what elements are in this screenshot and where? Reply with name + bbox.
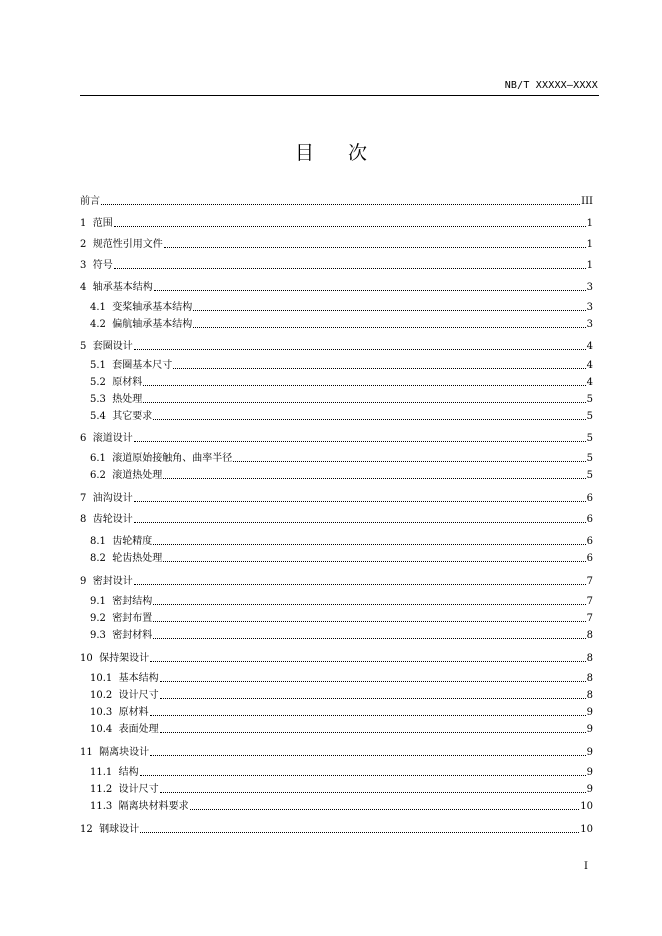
toc-leader-dots [143, 385, 585, 386]
toc-entry-page: 8 [586, 653, 593, 664]
toc-entry-number: 5.4 [90, 411, 106, 422]
toc-entry-number: 10.2 [90, 690, 113, 701]
toc-entry-page: 7 [586, 596, 593, 607]
toc-leader-dots [153, 544, 585, 545]
toc-entry-page: 9 [586, 784, 593, 795]
toc-entry-page: 9 [586, 747, 593, 758]
toc-entry[interactable] [80, 511, 593, 527]
toc-entry-number: 3 [80, 260, 87, 271]
toc-leader-dots [190, 809, 580, 810]
toc-entry[interactable] [80, 215, 593, 231]
toc-entry-page: 9 [586, 767, 593, 778]
toc-entry-number: 5 [80, 341, 87, 352]
toc-entry-title: 轴承基本结构 [92, 282, 153, 293]
toc-subentry[interactable] [90, 391, 593, 407]
toc-subentry[interactable] [90, 299, 593, 315]
toc-subentry[interactable] [90, 467, 593, 483]
toc-entry-number: 4.1 [90, 302, 106, 313]
toc-entry-page: 10 [580, 824, 593, 835]
toc-subentry[interactable] [90, 687, 593, 703]
toc-entry[interactable] [80, 236, 593, 252]
toc-entry-title: 规范性引用文件 [92, 239, 163, 250]
toc-subentry[interactable] [90, 450, 593, 466]
toc-entry-number: 4.2 [90, 319, 106, 330]
toc-entry-number: 6.1 [90, 453, 106, 464]
toc-leader-dots [134, 584, 586, 585]
toc-entry-page: 8 [586, 630, 593, 641]
standard-code: NB/T XXXXX—XXXX [504, 80, 598, 91]
toc-entry[interactable] [80, 490, 593, 506]
toc-entry-number: 11.1 [90, 767, 113, 778]
toc-entry-page: 6 [586, 514, 593, 525]
toc-entry-title: 滚道设计 [92, 433, 133, 444]
toc-entry-number: 5.1 [90, 360, 106, 371]
toc-entry-number: 11.2 [90, 784, 113, 795]
toc-entry-title: 原材料 [118, 707, 149, 718]
toc-entry-number: 8 [80, 514, 87, 525]
toc-subentry[interactable] [90, 627, 593, 643]
toc-leader-dots [140, 832, 579, 833]
toc-entry-number: 8.1 [90, 536, 106, 547]
toc-entry-title: 齿轮设计 [92, 514, 133, 525]
toc-leader-dots [150, 661, 586, 662]
toc-title: 目次 [294, 142, 401, 164]
toc-entry-page: 5 [586, 453, 593, 464]
toc-leader-dots [150, 715, 586, 716]
toc-entry-title: 设计尺寸 [118, 784, 159, 795]
toc-entry-number: 5.2 [90, 377, 106, 388]
toc-entry-page: 6 [586, 536, 593, 547]
toc-entry-number: 7 [80, 493, 87, 504]
toc-entry-page: 6 [586, 493, 593, 504]
toc-entry-title: 钢球设计 [99, 824, 140, 835]
toc-subentry[interactable] [90, 721, 593, 737]
toc-leader-dots [114, 226, 586, 227]
toc-entry-number: 9 [80, 576, 87, 587]
toc-leader-dots [160, 681, 586, 682]
toc-entry-title: 密封结构 [112, 596, 153, 607]
toc-entry-number: 8.2 [90, 553, 106, 564]
toc-leader-dots [134, 441, 586, 442]
toc-entry-number: 10.4 [90, 724, 113, 735]
toc-subentry[interactable] [90, 798, 593, 814]
toc-entry-page: III [581, 196, 593, 207]
toc-subentry[interactable] [90, 357, 593, 373]
toc-entry-page: 1 [586, 260, 593, 271]
toc-entry-title: 轮齿热处理 [112, 553, 163, 564]
toc-entry[interactable] [80, 257, 593, 273]
toc-entry-title: 隔离块材料要求 [118, 801, 189, 812]
toc-subentry[interactable] [90, 610, 593, 626]
toc-entry-number: 10.1 [90, 673, 113, 684]
toc-entry-title: 结构 [118, 767, 139, 778]
toc-leader-dots [193, 327, 585, 328]
toc-entry-title: 套圈设计 [92, 341, 133, 352]
toc-leader-dots [153, 419, 585, 420]
toc-entry[interactable] [80, 279, 593, 295]
toc-entry-title: 符号 [92, 260, 113, 271]
toc-entry-number: 9.2 [90, 613, 106, 624]
toc-leader-dots [140, 775, 586, 776]
toc-entry-page: 1 [586, 239, 593, 250]
toc-entry-page: 1 [586, 218, 593, 229]
toc-entry-page: 9 [586, 707, 593, 718]
toc-leader-dots [143, 402, 585, 403]
toc-entry-title: 其它要求 [112, 411, 153, 422]
toc-leader-dots [193, 310, 585, 311]
toc-entry-title: 范围 [92, 218, 113, 229]
toc-leader-dots [150, 755, 586, 756]
toc-leader-dots [153, 621, 585, 622]
toc-entry-title: 设计尺寸 [118, 690, 159, 701]
toc-entry-page: 5 [586, 411, 593, 422]
toc-entry-title: 前言 [80, 196, 100, 207]
toc-entry-title: 密封材料 [112, 630, 153, 641]
toc-entry-page: 3 [586, 282, 593, 293]
toc-entry-title: 密封设计 [92, 576, 133, 587]
toc-leader-dots [173, 368, 585, 369]
toc-entry-number: 10.3 [90, 707, 113, 718]
toc-entry-title: 油沟设计 [92, 493, 133, 504]
toc-entry-number: 6.2 [90, 470, 106, 481]
toc-entry-title: 套圈基本尺寸 [112, 360, 173, 371]
toc-entry-title: 原材料 [112, 377, 143, 388]
toc-leader-dots [163, 478, 585, 479]
toc-leader-dots [134, 349, 586, 350]
toc-subentry[interactable] [90, 374, 593, 390]
toc-leader-dots [134, 522, 586, 523]
toc-entry-number: 9.1 [90, 596, 106, 607]
toc-entry-number: 12 [80, 824, 93, 835]
toc-entry-number: 10 [80, 653, 93, 664]
toc-entry-title: 保持架设计 [99, 653, 150, 664]
toc-entry-page: 5 [586, 394, 593, 405]
toc-entry-page: 10 [580, 801, 593, 812]
toc-entry[interactable] [80, 573, 593, 589]
toc-entry[interactable] [80, 650, 593, 666]
toc-leader-dots [160, 792, 586, 793]
toc-entry[interactable] [80, 744, 593, 760]
toc-leader-dots [160, 698, 586, 699]
toc-entry-page: 4 [586, 341, 593, 352]
page-number: I [584, 861, 588, 872]
toc-subentry[interactable] [90, 670, 593, 686]
toc-entry-title: 表面处理 [118, 724, 159, 735]
toc-entry[interactable] [80, 338, 593, 354]
toc-entry-title: 变桨轴承基本结构 [112, 302, 193, 313]
toc-leader-dots [153, 604, 585, 605]
toc-entry-number: 2 [80, 239, 87, 250]
toc-entry-page: 9 [586, 724, 593, 735]
toc-entry-title: 齿轮精度 [112, 536, 153, 547]
toc-subentry[interactable] [90, 408, 593, 424]
toc-entry-page: 8 [586, 690, 593, 701]
toc-subentry[interactable] [90, 781, 593, 797]
toc-entry-page: 6 [586, 553, 593, 564]
toc-leader-dots [154, 290, 586, 291]
toc-entry-page: 4 [586, 360, 593, 371]
toc-entry-page: 3 [586, 302, 593, 313]
toc-leader-dots [101, 204, 580, 205]
toc-subentry[interactable] [90, 764, 593, 780]
toc-entry-number: 11 [80, 747, 93, 758]
toc-entry-number: 4 [80, 282, 87, 293]
toc-entry-title: 热处理 [112, 394, 143, 405]
toc-leader-dots [153, 638, 585, 639]
toc-leader-dots [134, 501, 586, 502]
toc-entry-page: 7 [586, 613, 593, 624]
toc-leader-dots [164, 247, 586, 248]
header-rule [80, 95, 599, 96]
toc-subentry[interactable] [90, 533, 593, 549]
toc-entry-title: 偏航轴承基本结构 [112, 319, 193, 330]
toc-entry-title: 基本结构 [118, 673, 159, 684]
toc-entry-title: 隔离块设计 [99, 747, 150, 758]
toc-entry-number: 1 [80, 218, 87, 229]
toc-leader-dots [233, 461, 585, 462]
toc-entry-page: 5 [586, 433, 593, 444]
toc-subentry[interactable] [90, 593, 593, 609]
toc-subentry[interactable] [90, 704, 593, 720]
toc-entry[interactable] [80, 821, 593, 837]
toc-leader-dots [114, 268, 586, 269]
toc-entry[interactable] [80, 430, 593, 446]
toc-entry-number: 6 [80, 433, 87, 444]
toc-entry-page: 7 [586, 576, 593, 587]
toc-entry-title: 密封布置 [112, 613, 153, 624]
toc-entry-number: 5.3 [90, 394, 106, 405]
toc-subentry[interactable] [90, 550, 593, 566]
toc-entry-page: 3 [586, 319, 593, 330]
toc-entry[interactable] [80, 193, 593, 209]
toc-entry-number: 9.3 [90, 630, 106, 641]
toc-leader-dots [163, 561, 585, 562]
toc-entry-title: 滚道原始接触角、曲率半径 [112, 453, 233, 464]
toc-entry-number: 11.3 [90, 801, 113, 812]
toc-entry-title: 滚道热处理 [112, 470, 163, 481]
toc-leader-dots [160, 732, 586, 733]
toc-entry-page: 4 [586, 377, 593, 388]
toc-entry-page: 8 [586, 673, 593, 684]
toc-entry-page: 5 [586, 470, 593, 481]
toc-subentry[interactable] [90, 316, 593, 332]
